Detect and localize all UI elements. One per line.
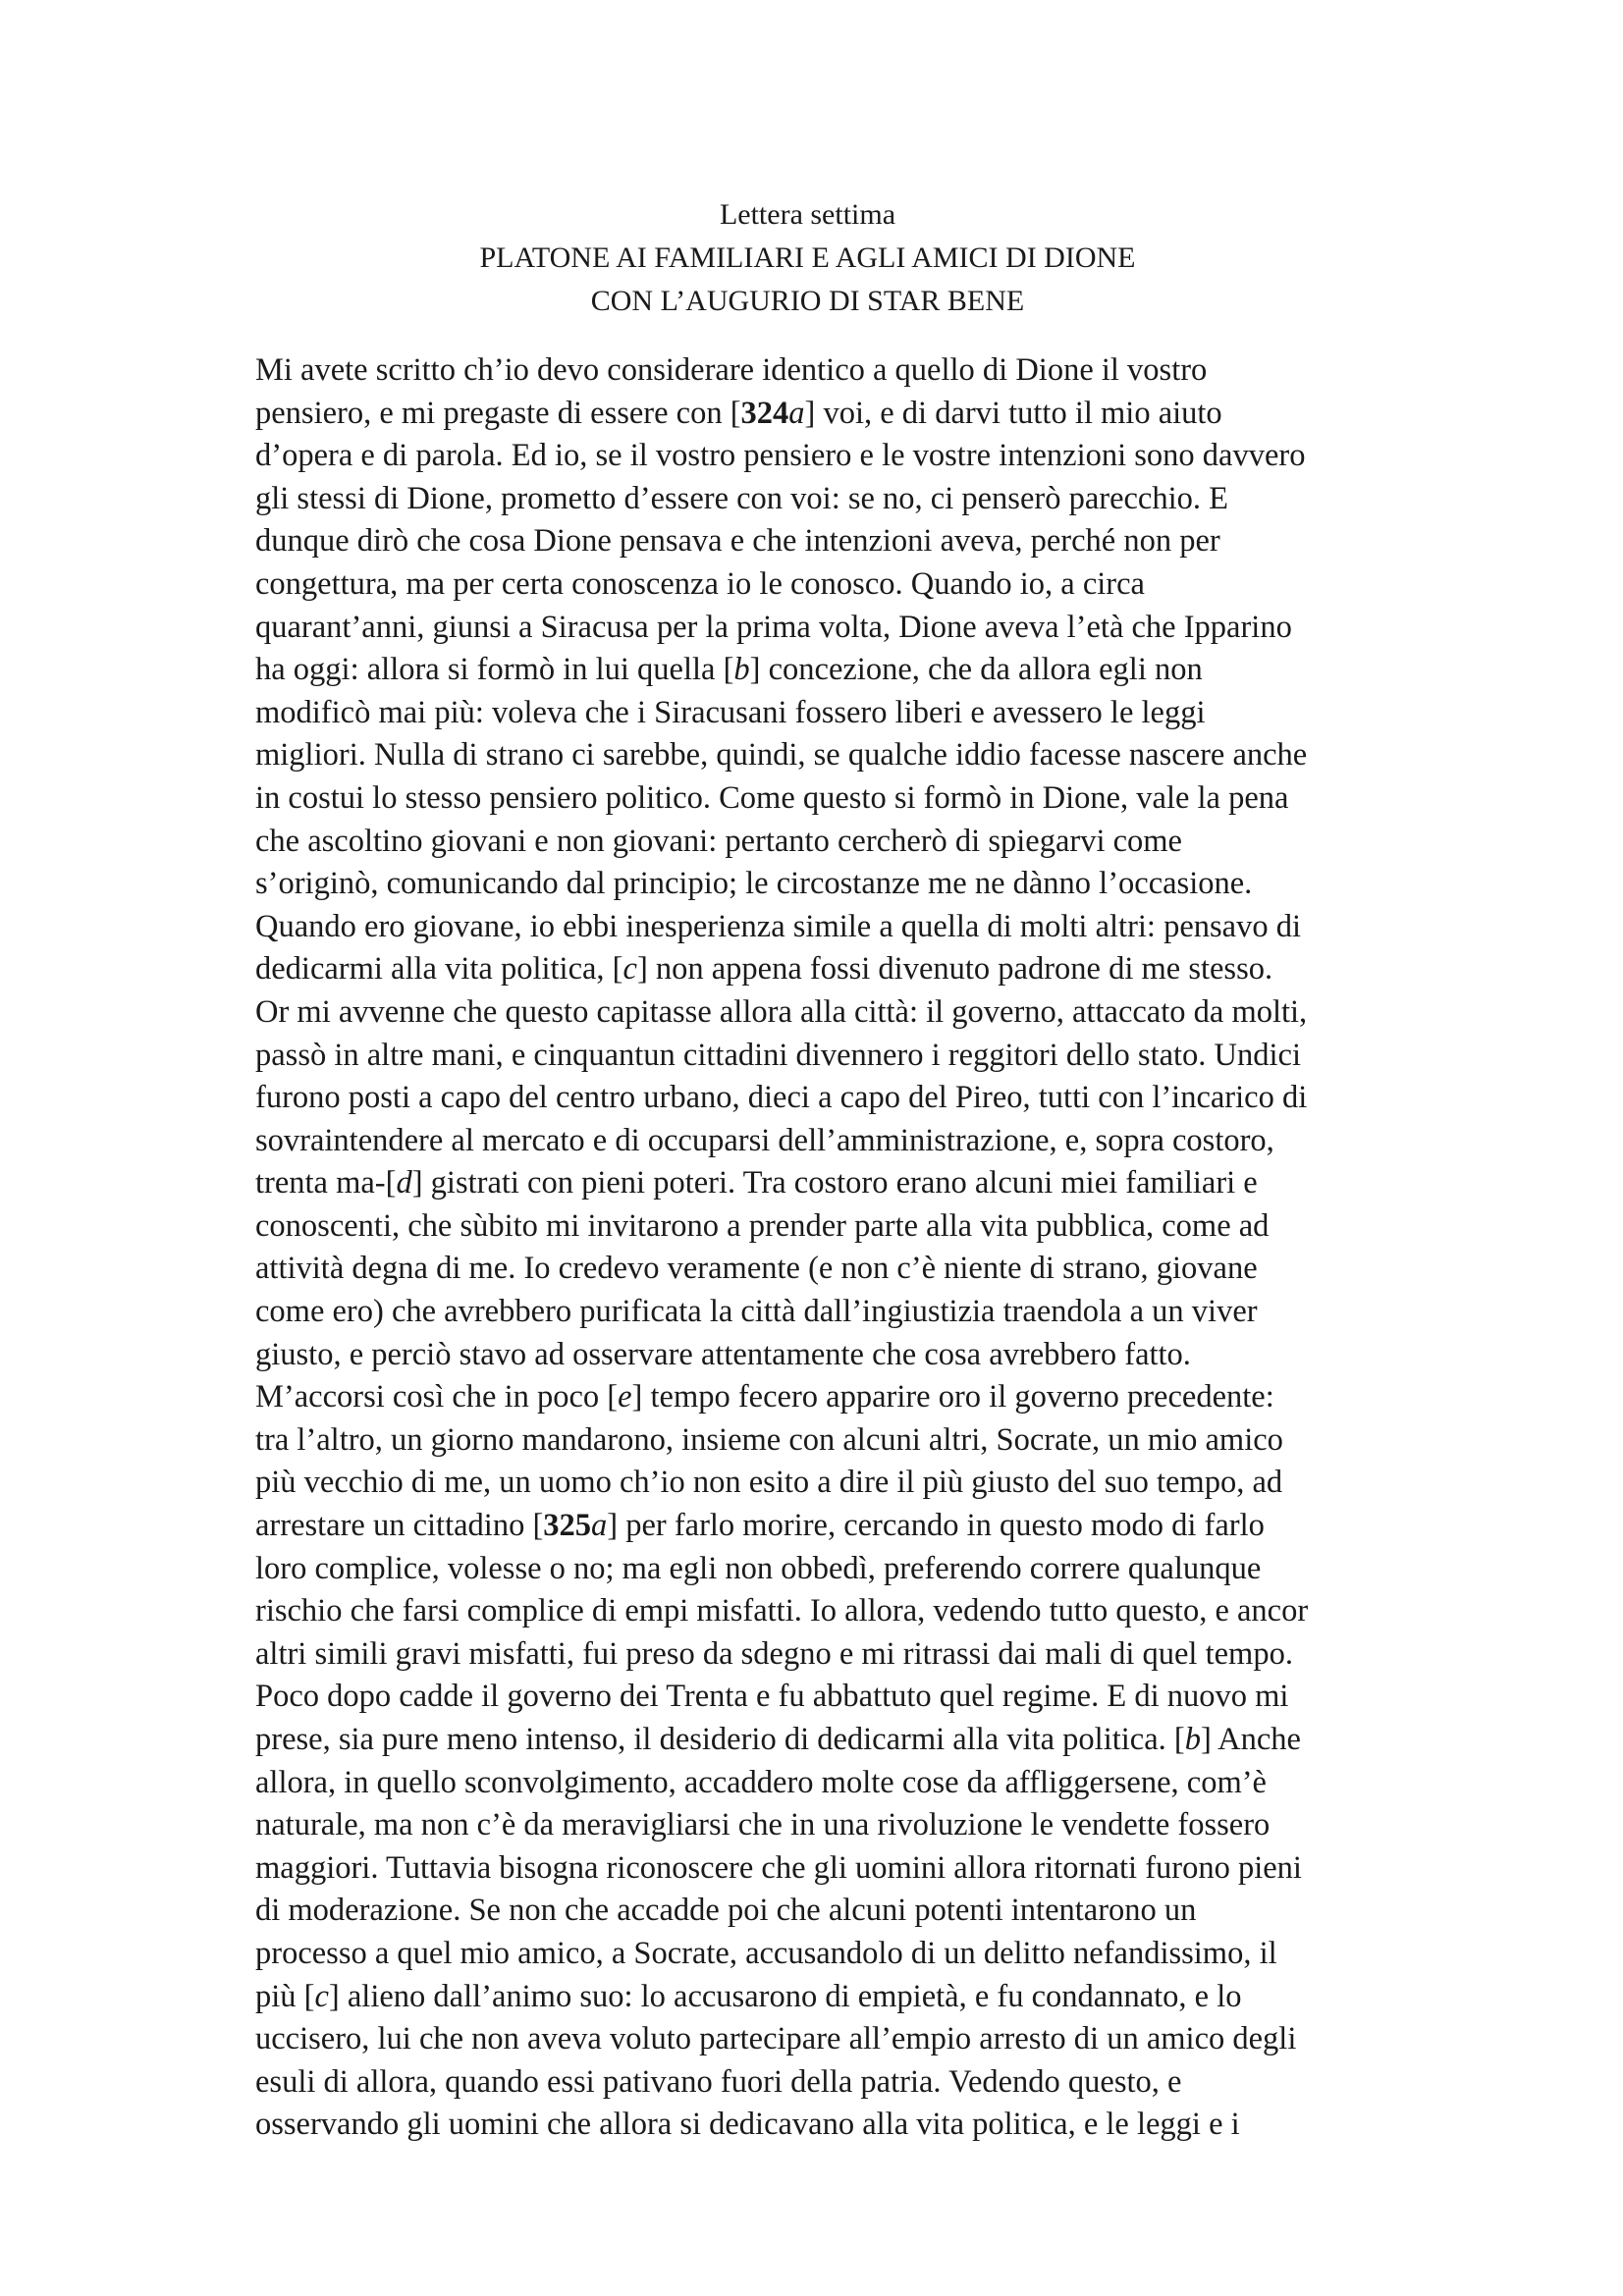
- body-line: giusto, e perciò stavo ad osservare attentamente che cosa avrebbero fatto.: [255, 1336, 1191, 1372]
- body-line: Poco dopo cadde il governo dei Trenta e fu abbattuto quel regime. E di nuovo mi: [255, 1679, 1289, 1715]
- body-line: altri simili gravi misfatti, fui preso da sdegno e mi ritrassi dai mali di quel tempo.: [255, 1635, 1293, 1672]
- body-line: trenta ma-[d] gistrati con pieni poteri. Tra costoro erano alcuni miei familiari e: [255, 1165, 1258, 1201]
- body-line: esuli di allora, quando essi pativano fuori della patria. Vedendo questo, e: [255, 2063, 1182, 2100]
- body-line: dedicarmi alla vita politica, [c] non appena fossi divenuto padrone di me stesso.: [255, 951, 1273, 988]
- body-line: loro complice, volesse o no; ma egli non obbedì, preferendo correre qualunque: [255, 1550, 1262, 1586]
- body-line: s’originò, comunicando dal principio; le circostanze me ne dànno l’occasione.: [255, 866, 1253, 902]
- body-line: che ascoltino giovani e non giovani: pertanto cercherò di spiegarvi come: [255, 823, 1182, 859]
- document-heading: [255, 193, 1360, 323]
- body-line: conoscenti, che sùbito mi invitarono a prender parte alla vita pubblica, come ad: [255, 1207, 1270, 1244]
- letter-subtitle-line-2: CON L’AUGURIO DI STAR BENE: [590, 285, 1025, 317]
- body-line: modificò mai più: voleva che i Siracusani fossero liberi e avessero le leggi: [255, 694, 1206, 730]
- letter-subtitle-line-1: PLATONE AI FAMILIARI E AGLI AMICI DI DIONE: [479, 241, 1136, 274]
- body-line: più vecchio di me, un uomo ch’io non esito a dire il più giusto del suo tempo, ad: [255, 1465, 1283, 1501]
- body-line: gli stessi di Dione, prometto d’essere con voi: se no, ci penserò parecchio. E: [255, 480, 1228, 516]
- body-line: attività degna di me. Io credevo veramente (e non c’è niente di strano, giovane: [255, 1251, 1258, 1287]
- body-line: furono posti a capo del centro urbano, dieci a capo del Pireo, tutti con l’incarico di: [255, 1080, 1308, 1116]
- body-line: congettura, ma per certa conoscenza io le conosco. Quando io, a circa: [255, 565, 1145, 602]
- body-line: più [c] alieno dall’animo suo: lo accusarono di empietà, e fu condannato, e lo: [255, 1978, 1242, 2014]
- letter-title: Lettera settima: [719, 198, 896, 231]
- body-line: allora, in quello sconvolgimento, accaddero molte cose da affliggersene, com’è: [255, 1764, 1267, 1800]
- body-line: dunque dirò che cosa Dione pensava e che intenzioni aveva, perché non per: [255, 523, 1220, 560]
- body-line: in costui lo stesso pensiero politico. Come questo si formò in Dione, vale la pena: [255, 779, 1289, 816]
- body-line: tra l’altro, un giorno mandarono, insieme con alcuni altri, Socrate, un mio amico: [255, 1421, 1283, 1458]
- body-line: processo a quel mio amico, a Socrate, accusandolo di un delitto nefandissimo, il: [255, 1935, 1277, 1971]
- body-line: Mi avete scritto ch’io devo considerare identico a quello di Dione il vostro: [255, 352, 1208, 388]
- body-line: uccisero, lui che non aveva voluto partecipare all’empio arresto di un amico degli: [255, 2021, 1297, 2057]
- body-line: prese, sia pure meno intenso, il desiderio di dedicarmi alla vita politica. [b] Anche: [255, 1722, 1301, 1757]
- body-line: Quando ero giovane, io ebbi inesperienza simile a quella di molti altri: pensavo di: [255, 908, 1301, 944]
- body-line: arrestare un cittadino [325a] per farlo morire, cercando in questo modo di farlo: [255, 1508, 1265, 1544]
- body-line: passò in altre mani, e cinquantun cittadini divennero i reggitori dello stato. Undici: [255, 1037, 1302, 1073]
- body-line: Or mi avvenne che questo capitasse allora alla città: il governo, attaccato da molti,: [255, 993, 1308, 1030]
- body-line: maggiori. Tuttavia bisogna riconoscere che gli uomini allora ritornati furono pieni: [255, 1849, 1302, 1886]
- body-line: come ero) che avrebbero purificata la città dall’ingiustizia traendola a un viver: [255, 1294, 1258, 1330]
- body-line: M’accorsi così che in poco [e] tempo fecero apparire oro il governo precedente:: [255, 1379, 1274, 1415]
- body-line: osservando gli uomini che allora si dedicavano alla vita politica, e le leggi e i: [255, 2107, 1240, 2143]
- body-line: pensiero, e mi pregaste di essere con [324a] voi, e di darvi tutto il mio aiuto: [255, 395, 1222, 431]
- letter-body: [255, 349, 1532, 2147]
- body-line: di moderazione. Se non che accadde poi che alcuni potenti intentarono un: [255, 1893, 1197, 1929]
- body-line: ha oggi: allora si formò in lui quella [b] concezione, che da allora egli non: [255, 652, 1203, 688]
- body-line: rischio che farsi complice di empi misfatti. Io allora, vedendo tutto questo, e ancor: [255, 1593, 1309, 1629]
- body-line: d’opera e di parola. Ed io, se il vostro pensiero e le vostre intenzioni sono davvero: [255, 438, 1306, 474]
- body-line: migliori. Nulla di strano ci sarebbe, quindi, se qualche iddio facesse nascere anche: [255, 737, 1308, 774]
- body-line: quarant’anni, giunsi a Siracusa per la prima volta, Dione aveva l’età che Ipparino: [255, 609, 1292, 645]
- body-line: sovraintendere al mercato e di occuparsi dell’amministrazione, e, sopra costoro,: [255, 1122, 1274, 1158]
- body-line: naturale, ma non c’è da meravigliarsi che in una rivoluzione le vendette fossero: [255, 1807, 1271, 1843]
